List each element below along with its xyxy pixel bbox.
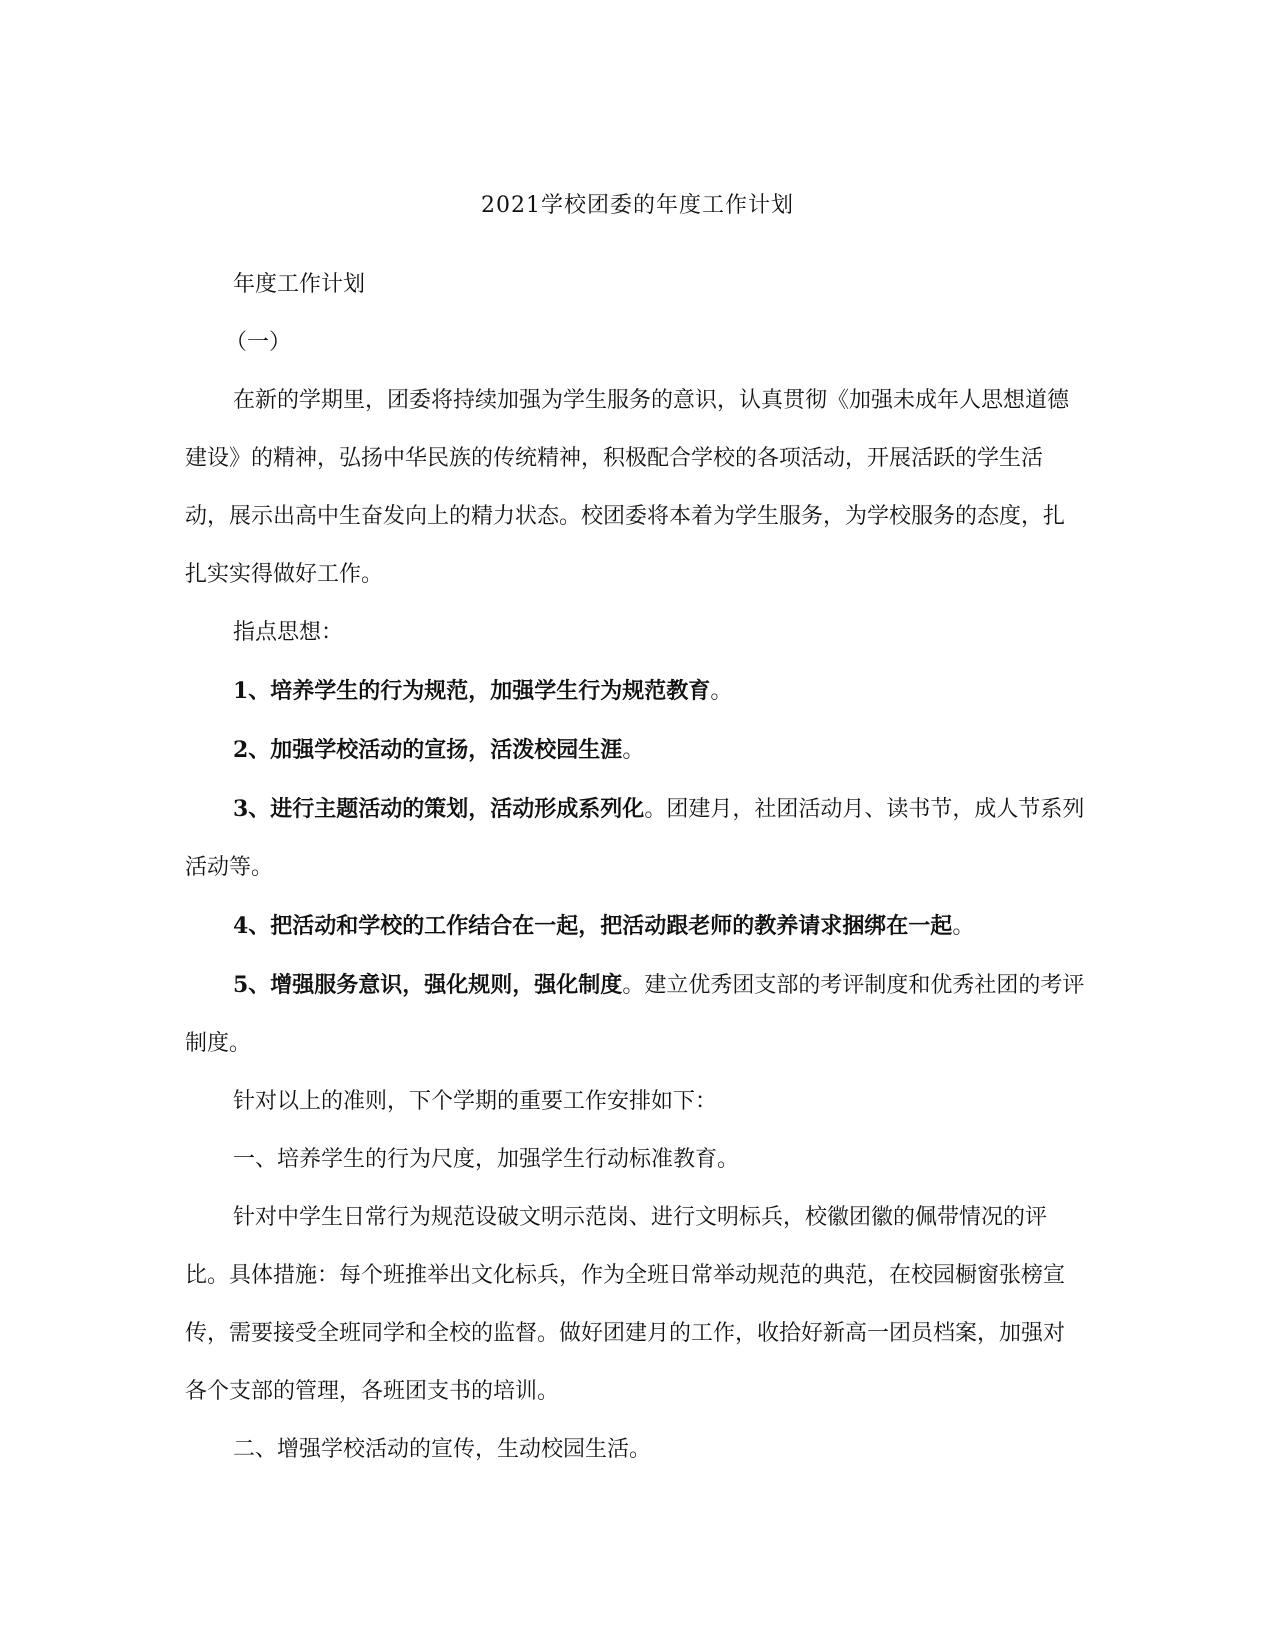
point-1 bbox=[185, 662, 1085, 721]
point-4 bbox=[185, 897, 1085, 956]
section-2-heading: 二、增强学校活动的宣传，生动校园生活。 bbox=[233, 1437, 652, 1462]
section-1-body: 针对中学生日常行为规范设破文明示范岗、进行文明标兵，校徽团徽的佩带情况的评比。具体措施：每个班推举出文化标兵，作为全班日常举动规范的典范，在校园橱窗张榜宣传，需要接受全班同学和全校的监督。做好团建月的工作，收拾好新高一团员档案，加强对各个支部的管理，各班团支书的培训。 bbox=[185, 1205, 1066, 1404]
document-body bbox=[185, 256, 1085, 1479]
document-title: 2021学校团委的年度工作计划 bbox=[481, 193, 794, 218]
intro-paragraph: 在新的学期里，团委将持续加强为学生服务的意识，认真贯彻《加强未成年人思想道德建设》的精神，弘扬中华民族的传统精神，积极配合学校的各项活动，开展活跃的学生活动，展示出高中生奋发向上的精力状态。校团委将本着为学生服务，为学校服务的态度，扎扎实实得做好工作。 bbox=[185, 388, 1070, 587]
arrangement-intro: 针对以上的准则，下个学期的重要工作安排如下： bbox=[233, 1089, 718, 1114]
point-4-bold: 4、把活动和学校的工作结合在一起，把活动跟老师的教养请求捆绑在一起 bbox=[233, 913, 953, 939]
point-1-bold: 1、培养学生的行为规范，加强学生行为规范教育 bbox=[233, 678, 711, 704]
subtitle: 年度工作计划 bbox=[233, 272, 366, 297]
point-5 bbox=[185, 956, 1085, 1073]
point-3-rest: 。团建月，社团活动月、读书节，成人节系列活动等。 bbox=[185, 797, 1085, 880]
point-3-bold: 3、进行主题活动的策划，活动形成系列化 bbox=[233, 796, 645, 822]
point-4-rest: 。 bbox=[952, 914, 975, 939]
section-1-heading: 一、培养学生的行为尺度，加强学生行动标准教育。 bbox=[233, 1147, 740, 1172]
point-1-rest: 。 bbox=[710, 679, 733, 704]
point-5-bold: 5、增强服务意识，强化规则，强化制度 bbox=[233, 972, 623, 998]
point-2 bbox=[185, 721, 1085, 780]
point-3 bbox=[185, 780, 1085, 897]
guiding-heading: 指点思想： bbox=[233, 620, 344, 645]
point-2-bold: 2、加强学校活动的宣扬，活泼校园生涯 bbox=[233, 737, 623, 763]
point-5-rest: 。建立优秀团支部的考评制度和优秀社团的考评制度。 bbox=[185, 973, 1085, 1056]
section-marker: （一） bbox=[225, 330, 292, 355]
point-2-rest: 。 bbox=[622, 738, 645, 763]
